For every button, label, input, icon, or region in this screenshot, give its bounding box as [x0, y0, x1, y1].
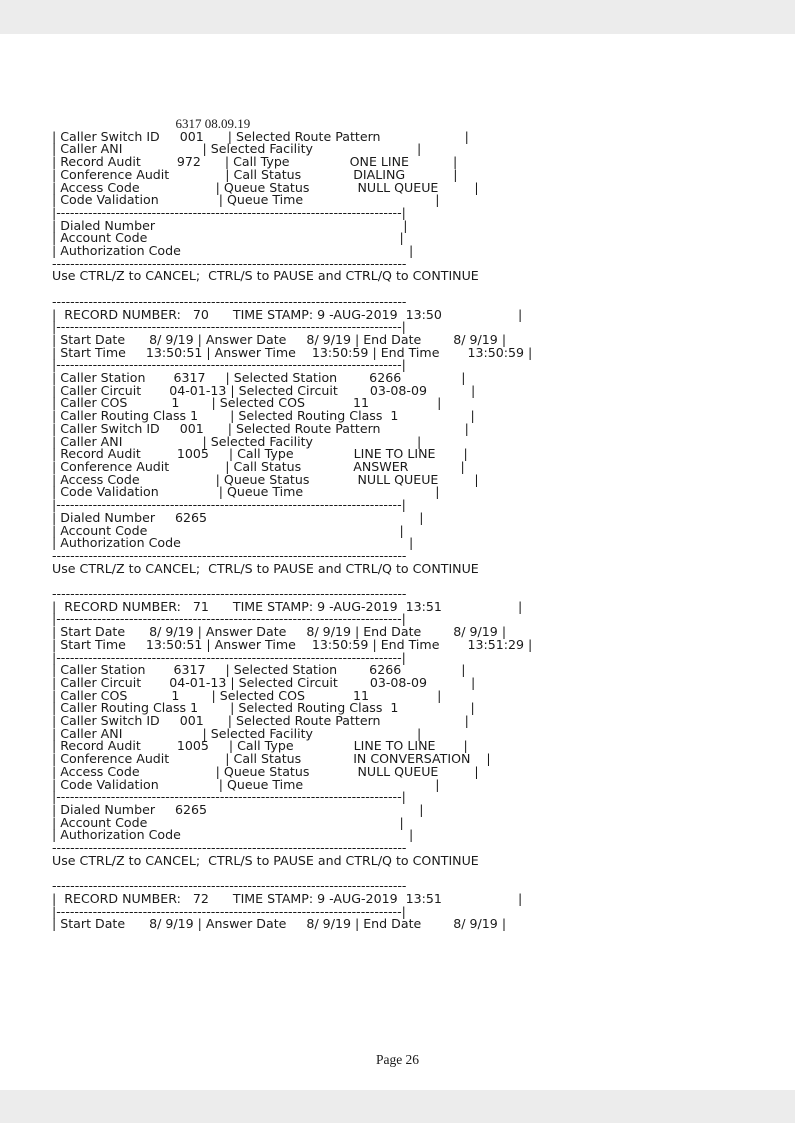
call-record-printout [52, 118, 702, 931]
record-field-row: | Conference Audit | Call Status IN CONVERSATION | [52, 751, 491, 767]
record-divider: ------------------------------------------------------------------------------ [52, 547, 407, 563]
record-field-row: | Conference Audit | Call Status DIALING | [52, 166, 458, 182]
record-field-row: | Record Audit 972 | Call Type ONE LINE | [52, 154, 458, 170]
record-divider: |----------------------------------------------------------------------------| [52, 357, 406, 373]
time-row: | Start Time 13:50:51 | Answer Time 13:50:59 | End Time 13:50:59 | [52, 344, 533, 360]
record-header: | RECORD NUMBER: 71 TIME STAMP: 9 -AUG-2019 13:51 | [52, 598, 523, 614]
record-field-row: | Access Code | Queue Status NULL QUEUE | [52, 471, 479, 487]
record-divider: |----------------------------------------------------------------------------| [52, 497, 406, 513]
record-field-row: | Code Validation | Queue Time | [52, 484, 440, 500]
record-field-row: | Record Audit 1005 | Call Type LINE TO LINE | [52, 446, 468, 462]
record-divider: ------------------------------------------------------------------------------ [52, 255, 407, 271]
record-divider: ------------------------------------------------------------------------------ [52, 586, 407, 602]
record-divider: ------------------------------------------------------------------------------ [52, 293, 407, 309]
scan-bottom-band [0, 1090, 795, 1123]
dialed-number-row: | Dialed Number 6265 | [52, 801, 424, 817]
record-field-row: | Access Code | Queue Status NULL QUEUE | [52, 763, 479, 779]
record-field-row: | Caller Switch ID 001 | Selected Route Pattern | [52, 128, 469, 144]
record-divider: |----------------------------------------------------------------------------| [52, 319, 406, 335]
record-field-row: | Caller Routing Class 1 | Selected Routing Class 1 | [52, 700, 475, 716]
date-row: | Start Date 8/ 9/19 | Answer Date 8/ 9/19 | End Date 8/ 9/19 | [52, 331, 507, 347]
scan-top-band [0, 0, 795, 34]
record-field-row: | Caller ANI | Selected Facility | [52, 433, 422, 449]
account-code-row: | Account Code | [52, 522, 404, 538]
record-field-row: | Caller Station 6317 | Selected Station 6266 | [52, 370, 466, 386]
record-field-row: | Conference Audit | Call Status ANSWER | [52, 458, 465, 474]
record-field-row: | Caller ANI | Selected Facility | [52, 725, 422, 741]
record-divider: ------------------------------------------------------------------------------ [52, 840, 407, 856]
doc-reference: 6317 08.09.19 [52, 116, 251, 131]
record-field-row: | Caller COS 1 | Selected COS 11 | [52, 395, 442, 411]
date-row: | Start Date 8/ 9/19 | Answer Date 8/ 9/19 | End Date 8/ 9/19 | [52, 916, 507, 932]
authorization-code-row: | Authorization Code | [52, 535, 414, 551]
record-field-row: | Caller Switch ID 001 | Selected Route Pattern | [52, 420, 469, 436]
date-row: | Start Date 8/ 9/19 | Answer Date 8/ 9/19 | End Date 8/ 9/19 | [52, 624, 507, 640]
authorization-code-row: | Authorization Code | [52, 827, 414, 843]
account-code-row: | Account Code | [52, 230, 404, 246]
cancel-prompt: Use CTRL/Z to CANCEL; CTRL/S to PAUSE and CTRL/Q to CONTINUE [52, 268, 479, 284]
record-divider: |----------------------------------------------------------------------------| [52, 611, 406, 627]
record-field-row: | Caller Circuit 04-01-13 | Selected Circuit 03-08-09 | [52, 674, 476, 690]
dialed-number-row: | Dialed Number 6265 | [52, 509, 424, 525]
cancel-prompt: Use CTRL/Z to CANCEL; CTRL/S to PAUSE and CTRL/Q to CONTINUE [52, 852, 479, 868]
record-divider: |----------------------------------------------------------------------------| [52, 649, 406, 665]
record-field-row: | Caller Routing Class 1 | Selected Routing Class 1 | [52, 408, 475, 424]
record-field-row: | Caller Switch ID 001 | Selected Route Pattern | [52, 713, 469, 729]
record-field-row: | Caller Station 6317 | Selected Station 6266 | [52, 662, 466, 678]
record-field-row: | Access Code | Queue Status NULL QUEUE | [52, 179, 479, 195]
record-field-row: | Caller Circuit 04-01-13 | Selected Circuit 03-08-09 | [52, 382, 476, 398]
record-header: | RECORD NUMBER: 70 TIME STAMP: 9 -AUG-2019 13:50 | [52, 306, 523, 322]
record-divider: |----------------------------------------------------------------------------| [52, 789, 406, 805]
record-field-row: | Code Validation | Queue Time | [52, 192, 440, 208]
record-divider: |----------------------------------------------------------------------------| [52, 903, 406, 919]
record-field-row: | Code Validation | Queue Time | [52, 776, 440, 792]
record-field-row: | Caller COS 1 | Selected COS 11 | [52, 687, 442, 703]
record-divider: |----------------------------------------------------------------------------| [52, 204, 406, 220]
dialed-number-row: | Dialed Number | [52, 217, 408, 233]
account-code-row: | Account Code | [52, 814, 404, 830]
time-row: | Start Time 13:50:51 | Answer Time 13:50:59 | End Time 13:51:29 | [52, 636, 533, 652]
record-field-row: | Caller ANI | Selected Facility | [52, 141, 422, 157]
page-number: Page 26 [375, 1052, 420, 1067]
record-divider: ------------------------------------------------------------------------------ [52, 878, 407, 894]
cancel-prompt: Use CTRL/Z to CANCEL; CTRL/S to PAUSE and CTRL/Q to CONTINUE [52, 560, 479, 576]
authorization-code-row: | Authorization Code | [52, 243, 414, 259]
record-header: | RECORD NUMBER: 72 TIME STAMP: 9 -AUG-2019 13:51 | [52, 890, 523, 906]
record-field-row: | Record Audit 1005 | Call Type LINE TO LINE | [52, 738, 468, 754]
